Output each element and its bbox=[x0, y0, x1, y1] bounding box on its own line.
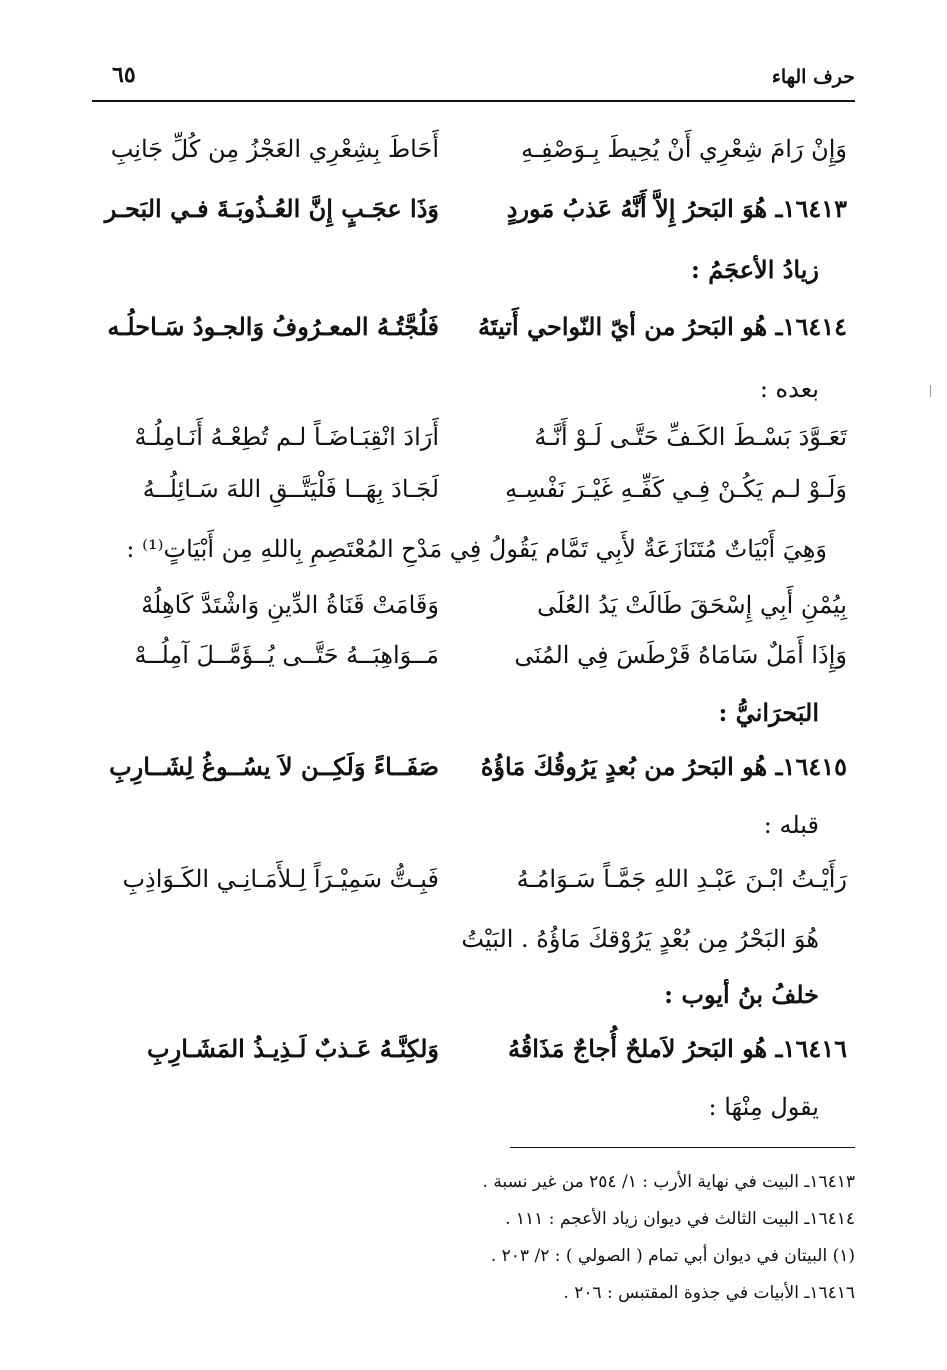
verse-hemistich-second: صَفَــاءً وَلَكِــن لاَ يسُــوغُ لِشَــارِبِ bbox=[109, 752, 439, 781]
page-number: ٦٥ bbox=[112, 62, 136, 88]
verse-hemistich-second: أَرَادَ انْقِبَـاضَـاً لـم تُطِعْـهُ أَنَـامِلُـهْ bbox=[134, 423, 439, 451]
prose-text: وَهِيَ أَبْيَاتٌ مُتَنَازَعَةٌ لأَبِي تَمَّام يَقُولُ فِي مَدْحِ المُعْتَصِمِ بِاللهِ مِن أَبْيَاتٍ⁽¹⁾ : bbox=[126, 535, 827, 563]
poet-name-label bbox=[95, 686, 847, 740]
verse-line-16414 bbox=[95, 300, 847, 354]
verse-hemistich-second: لَجَـادَ بِهَــا فَلْيَتَّــقِ اللهَ سَـائِلُــهُ bbox=[142, 475, 439, 503]
footnote: ١٦٤١٦ـ الأبيات في جذوة المقتبس : ٢٠٦ . bbox=[563, 1283, 855, 1303]
verse-line bbox=[95, 852, 847, 906]
verse-line-16415 bbox=[95, 740, 847, 794]
verse-hemistich-first: ١٦٤١٣ـ هُوَ البَحرُ إِلاَّ أَنَّهُ عَذبُ مَوردٍ bbox=[506, 194, 847, 223]
verse-line bbox=[95, 462, 847, 516]
section-label bbox=[95, 798, 847, 852]
verse-line-16416 bbox=[95, 1022, 847, 1076]
section-label bbox=[95, 1080, 847, 1134]
footnote: (١) البيتان في ديوان أبي تمام ( الصولي ) : ٢/ ٢٠٣ . bbox=[490, 1246, 855, 1266]
section-label-text: بعده : bbox=[759, 375, 819, 403]
header-divider bbox=[92, 100, 855, 102]
verse-hemistich-second: وَقَامَتْ قَنَاةُ الدِّينِ وَاشْتَدَّ كَاهِلُهْ bbox=[141, 591, 439, 619]
verse-hemistich-first: وَإِذَا أَمَلٌ سَامَاهُ قَرْطَسَ فِي المُنَى bbox=[514, 641, 847, 669]
verse-hemistich-first: وَلَـوْ لـم يَكُـنْ فِـي كَفِّـهِ غَيْـرَ نَفْسِـهِ bbox=[505, 475, 847, 503]
poet-name-label bbox=[95, 243, 847, 297]
section-label-text: قبله : bbox=[763, 811, 819, 839]
verse-hemistich-first: تَعَـوَّدَ بَسْـطَ الكَـفِّ حَتَّـى لَـوْ أَنَّـهُ bbox=[534, 423, 847, 451]
margin-mark bbox=[930, 385, 931, 397]
section-label bbox=[95, 362, 847, 416]
running-header-title: حرف الهاء bbox=[771, 66, 855, 88]
verse-hemistich-first: رَأَيْـتُ ابْـنَ عَبْـدِ اللهِ جَمَّـاً سَـوَامُـهُ bbox=[516, 865, 847, 893]
verse-line bbox=[95, 628, 847, 682]
verse-hemistich-first: ١٦٤١٤ـ هُو البَحرُ من أيّ النّواحي أَتيتَهُ bbox=[477, 312, 847, 341]
verse-hemistich-second: فَبِـتُّ سَمِيْـرَاً لِـلأَمَـانِـي الكَـوَاذِبِ bbox=[122, 865, 439, 893]
poet-name: خلفُ بنُ أيوب : bbox=[664, 980, 819, 1009]
prose-line bbox=[95, 522, 847, 576]
verse-line-16413 bbox=[95, 182, 847, 236]
footnote-divider bbox=[510, 1147, 855, 1148]
verse-hemistich-first: بِيُمْنِ أَبِي إِسْحَقَ طَالَتْ يَدُ العُلَى bbox=[537, 591, 847, 619]
poet-name: زيادُ الأعجَمُ : bbox=[691, 255, 819, 284]
poet-name-label bbox=[95, 968, 847, 1022]
section-label-text: يقول مِنْهَا : bbox=[708, 1093, 819, 1121]
footnote: ١٦٤١٣ـ البيت في نهاية الأرب : ١/ ٢٥٤ من غير نسبة . bbox=[482, 1172, 855, 1192]
verse-hemistich-first: ١٦٤١٦ـ هُو البَحرُ لاَملحٌ أُجاجٌ مَذَاقُهُ bbox=[507, 1034, 847, 1063]
poet-name: البَحرَانيُّ : bbox=[718, 698, 819, 727]
verse-line bbox=[95, 410, 847, 464]
verse-hemistich-second: وَذَا عجَـبٍ إِنَّ العُـذُوبَـةَ فـي البَحـر bbox=[104, 194, 439, 223]
verse-line bbox=[95, 122, 847, 176]
verse-hemistich-first: وَإِنْ رَامَ شِعْرِي أَنْ يُحِيطَ بِـوَصْفِـهِ bbox=[521, 135, 847, 163]
verse-hemistich-second: أَحَاطَ بِشِعْرِي العَجْزُ مِن كُلِّ جَانِبِ bbox=[110, 135, 439, 163]
verse-line bbox=[95, 578, 847, 632]
verse-hemistich-second: مَــوَاهِبَــهُ حَتَّــى يُــؤَمَّــلَ آمِلُــهْ bbox=[134, 641, 439, 669]
verse-hemistich-first: ١٦٤١٥ـ هُو البَحرُ من بُعدٍ يَرُوقُكَ مَاؤُهُ bbox=[480, 752, 847, 781]
prose-text: هُوَ البَحْرُ مِن بُعْدٍ يَرُوْقكَ مَاؤُهُ . البَيْتُ bbox=[461, 925, 819, 953]
verse-hemistich-second: فَلُجَّتُـهُ المعـرُوفُ وَالجـودُ سَـاحلُـه bbox=[107, 312, 439, 341]
footnote: ١٦٤١٤ـ البيت الثالث في ديوان زياد الأعجم : ١١١ . bbox=[505, 1209, 855, 1229]
verse-hemistich-second: وَلكِنَّـهُ عَـذبٌ لَـذِيـذُ المَشَـارِبِ bbox=[147, 1034, 439, 1063]
prose-line bbox=[95, 912, 847, 966]
